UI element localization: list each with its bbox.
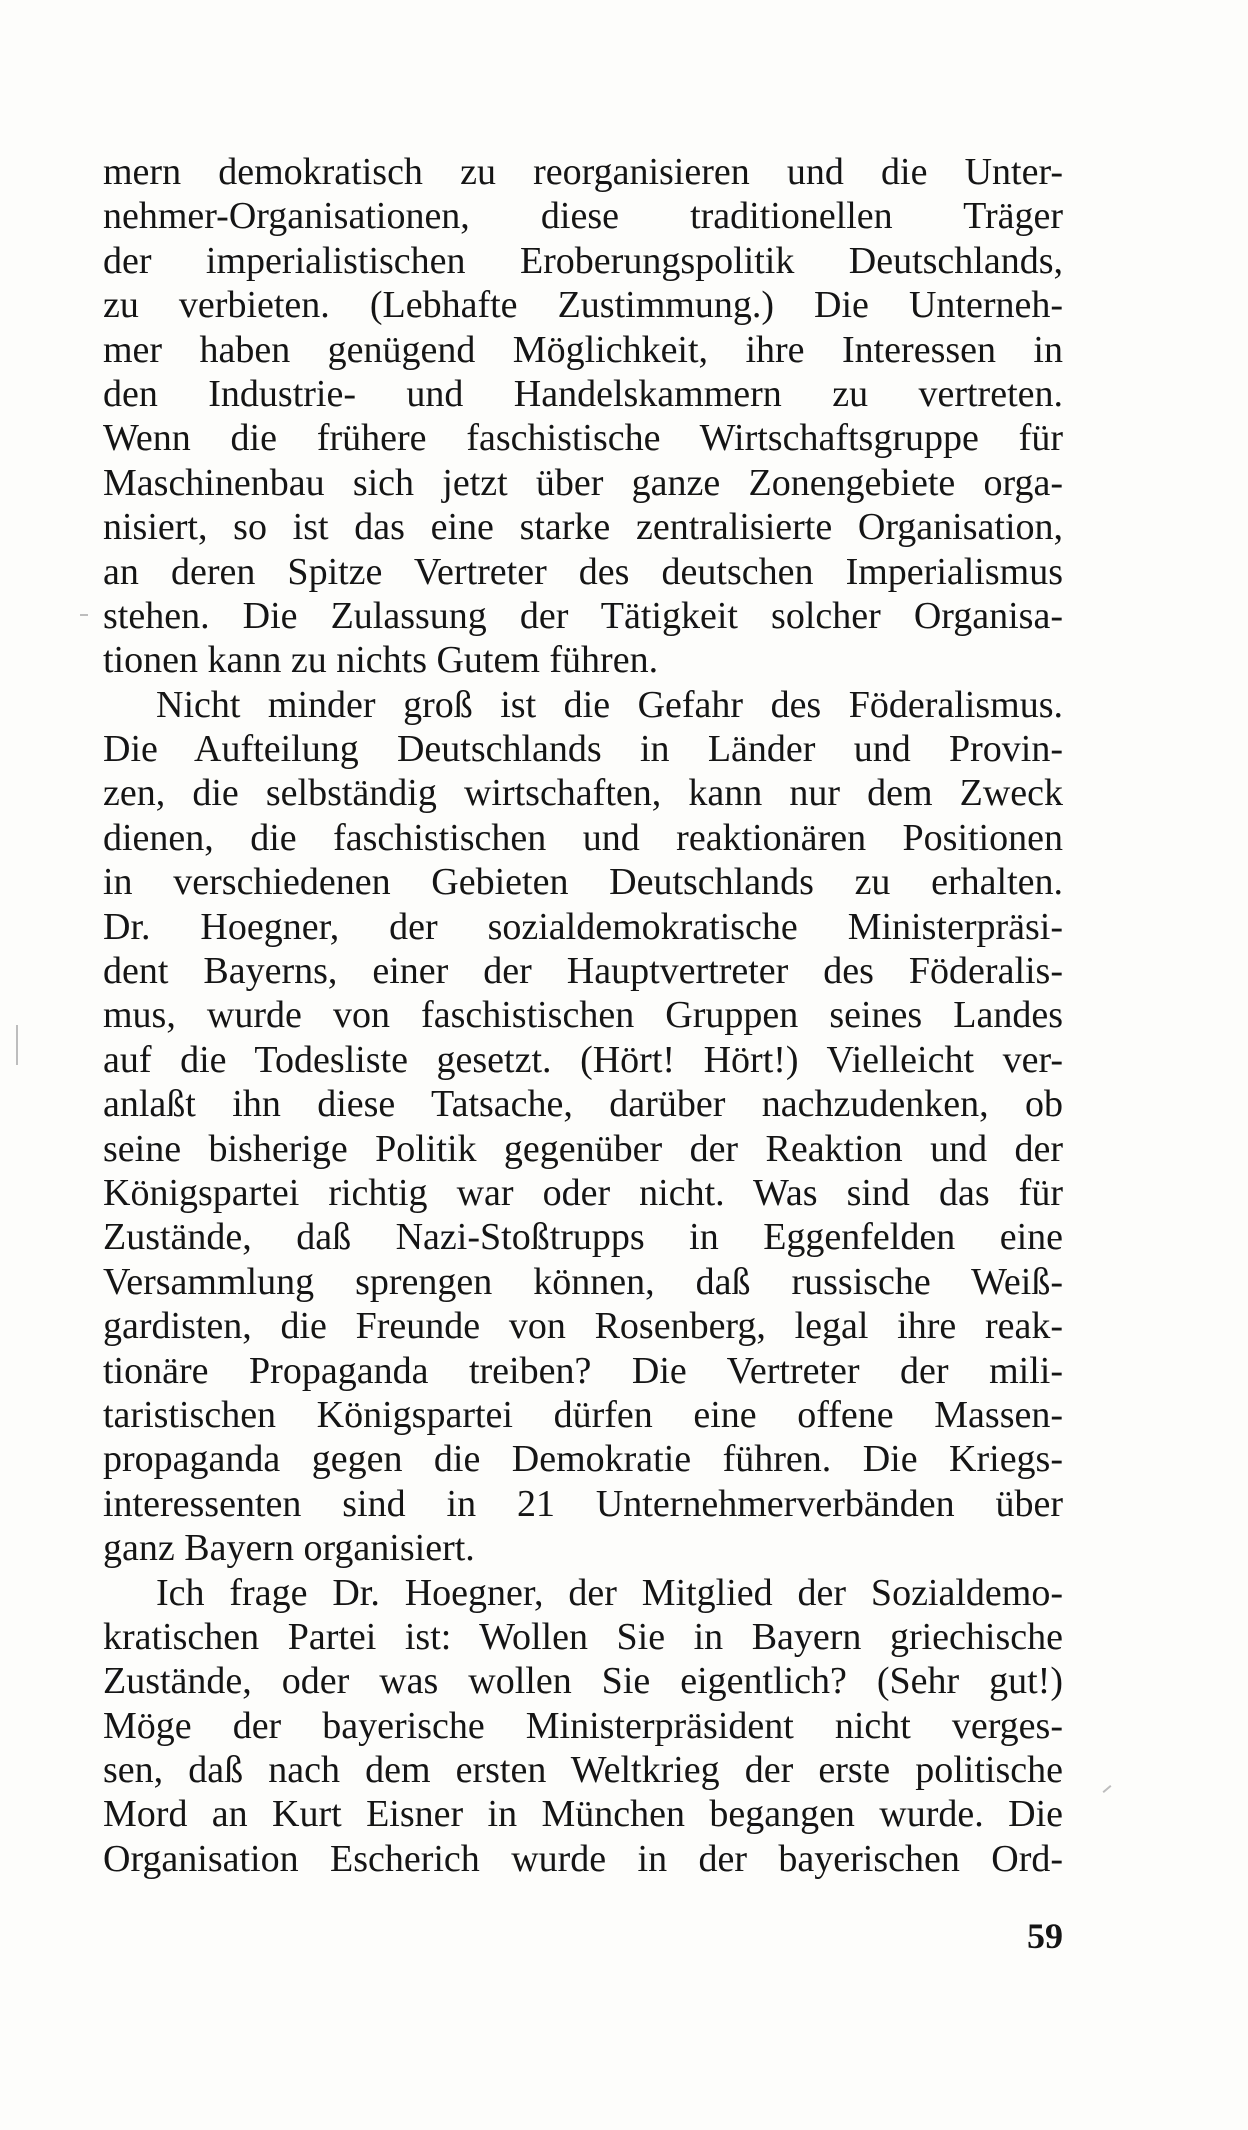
text-line: Möge der bayerische Ministerpräsident nicht verges-: [103, 1704, 1063, 1747]
text-line: mern demokratisch zu reorganisieren und die Unter-: [103, 151, 1063, 193]
paragraph-2: [103, 683, 1063, 1571]
text-line: Wenn die frühere faschistische Wirtschaftsgruppe für: [103, 417, 1063, 460]
page-number: 59: [1027, 1916, 1063, 1956]
text-line: nehmer-Organisationen, diese traditionellen Träger: [103, 195, 1063, 238]
text-line: nisiert, so ist das eine starke zentralisierte Organisation,: [103, 506, 1063, 549]
body-text: [103, 150, 1063, 1881]
text-line: tionen kann zu nichts Gutem führen.: [103, 639, 659, 682]
text-line: an deren Spitze Vertreter des deutschen Imperialismus: [103, 550, 1063, 593]
text-line: dent Bayerns, einer der Hauptvertreter des Föderalis-: [103, 950, 1063, 993]
text-line: der imperialistischen Eroberungspolitik Deutschlands,: [103, 239, 1063, 282]
text-line: sen, daß nach dem ersten Weltkrieg der erste politische: [103, 1749, 1063, 1792]
text-line: gardisten, die Freunde von Rosenberg, legal ihre reak-: [103, 1305, 1063, 1348]
margin-speck: [16, 1025, 18, 1065]
text-line: Nicht minder groß ist die Gefahr des Föderalismus.: [156, 683, 1063, 726]
text-line: taristischen Königspartei dürfen eine offene Massen-: [103, 1393, 1063, 1436]
margin-speck: [1103, 1785, 1112, 1793]
paragraph-3: [103, 1571, 1063, 1882]
text-line: Zustände, daß Nazi-Stoßtrupps in Eggenfelden eine: [103, 1216, 1063, 1259]
text-line: Mord an Kurt Eisner in München begangen wurde. Die: [103, 1793, 1063, 1836]
text-line: anlaßt ihn diese Tatsache, darüber nachzudenken, ob: [103, 1083, 1063, 1126]
text-line: mer haben genügend Möglichkeit, ihre Interessen in: [103, 328, 1063, 371]
text-line: seine bisherige Politik gegenüber der Reaktion und der: [103, 1127, 1063, 1170]
text-line: Organisation Escherich wurde in der bayerischen Ord-: [103, 1837, 1063, 1880]
text-line: Versammlung sprengen können, daß russische Weiß-: [103, 1260, 1063, 1303]
text-line: Zustände, oder was wollen Sie eigentlich? (Sehr gut!): [103, 1660, 1063, 1703]
text-line: ganz Bayern organisiert.: [103, 1527, 475, 1570]
text-line: tionäre Propaganda treiben? Die Vertreter der mili-: [103, 1349, 1063, 1392]
text-line: auf die Todesliste gesetzt. (Hört! Hört!) Vielleicht ver-: [103, 1038, 1063, 1081]
text-line: Dr. Hoegner, der sozialdemokratische Ministerpräsi-: [103, 905, 1063, 948]
text-line: zen, die selbständig wirtschaften, kann nur dem Zweck: [103, 772, 1063, 815]
text-line: in verschiedenen Gebieten Deutschlands zu erhalten.: [103, 861, 1063, 904]
text-line: Ich frage Dr. Hoegner, der Mitglied der Sozialdemo-: [156, 1571, 1063, 1614]
text-line: propaganda gegen die Demokratie führen. Die Kriegs-: [103, 1438, 1063, 1481]
text-line: Die Aufteilung Deutschlands in Länder und Provin-: [103, 728, 1063, 771]
text-line: dienen, die faschistischen und reaktionären Positionen: [103, 816, 1063, 859]
text-line: zu verbieten. (Lebhafte Zustimmung.) Die Unterneh-: [103, 284, 1063, 327]
text-line: stehen. Die Zulassung der Tätigkeit solcher Organisa-: [103, 594, 1063, 637]
text-line: interessenten sind in 21 Unternehmerverbänden über: [103, 1482, 1063, 1525]
paragraph-1: [103, 150, 1063, 683]
text-line: Königspartei richtig war oder nicht. Was sind das für: [103, 1171, 1063, 1214]
text-line: Maschinenbau sich jetzt über ganze Zonengebiete orga-: [103, 461, 1063, 504]
text-line: den Industrie- und Handelskammern zu vertreten.: [103, 372, 1063, 415]
text-line: kratischen Partei ist: Wollen Sie in Bayern griechische: [103, 1615, 1063, 1658]
margin-speck: [80, 614, 88, 616]
text-line: mus, wurde von faschistischen Gruppen seines Landes: [103, 994, 1063, 1037]
